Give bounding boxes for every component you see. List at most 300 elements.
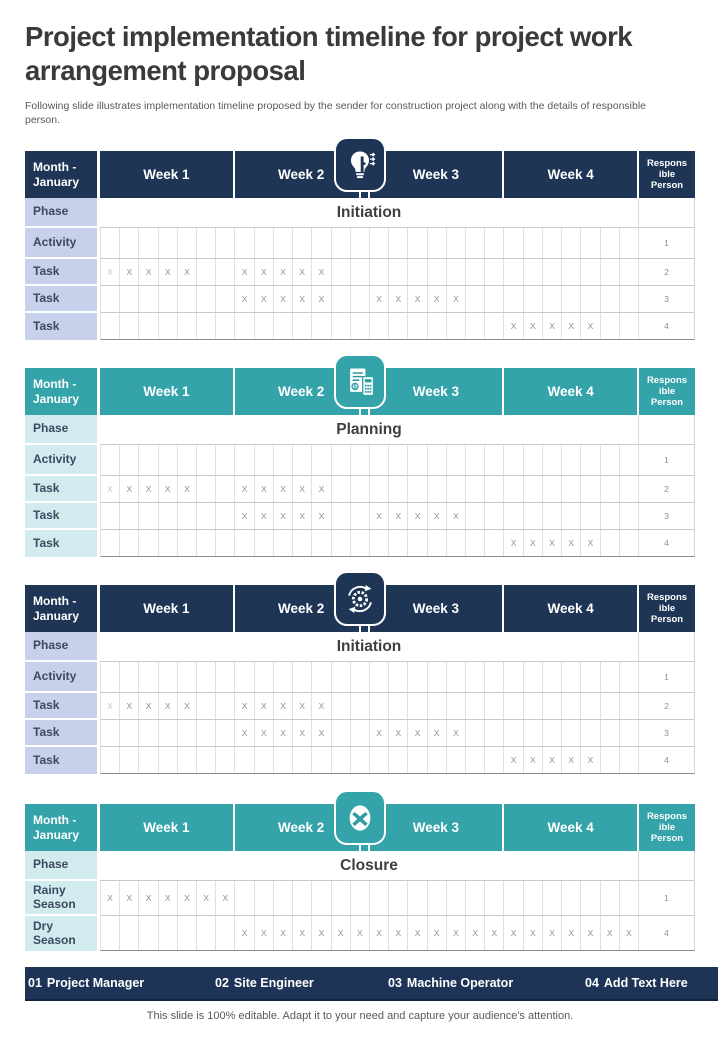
task-mark: X (159, 476, 178, 502)
day-cell (408, 693, 427, 719)
task-mark: X (235, 286, 254, 312)
day-cell (370, 881, 389, 915)
task-mark: X (581, 747, 600, 773)
week-header-3: Week 3 (370, 151, 505, 198)
task-mark: X (408, 720, 427, 746)
legend-label: Add Text Here (603, 976, 688, 991)
page-subtitle: Following slide illustrates implementation timeline proposed by the sender for construction project along with the details of responsible person. (25, 99, 646, 127)
task-mark: X (178, 693, 197, 719)
day-cell (428, 662, 447, 692)
responsible-header-cell: Responsible Person (646, 591, 688, 626)
day-cell (620, 530, 639, 556)
legend-number: 02 (215, 976, 229, 991)
task-mark: X (293, 720, 312, 746)
day-cell (466, 503, 485, 529)
task-mark: X (274, 286, 293, 312)
task-mark: X (255, 503, 274, 529)
day-cell (466, 259, 485, 285)
task-mark: X (408, 286, 427, 312)
day-cell (428, 228, 447, 258)
row-label: Rainy Season (25, 881, 100, 916)
task-mark: X (120, 259, 139, 285)
task-mark: X (428, 720, 447, 746)
day-cell (485, 286, 504, 312)
day-cell (351, 503, 370, 529)
task-mark: X (562, 916, 581, 950)
day-cell (120, 916, 139, 950)
timeline-row (25, 286, 695, 313)
day-cell (120, 313, 139, 339)
svg-text:$: $ (353, 384, 357, 391)
phase-value: Initiation (100, 198, 639, 228)
day-cell (159, 662, 178, 692)
day-cell (543, 881, 562, 915)
day-cell (485, 881, 504, 915)
day-cell (274, 662, 293, 692)
task-mark: X (101, 881, 120, 915)
day-cell (351, 476, 370, 502)
timeline-row (25, 693, 695, 720)
day-cell (581, 662, 600, 692)
phase-label: Phase (25, 632, 100, 662)
day-cell (504, 693, 523, 719)
day-cell (485, 445, 504, 475)
day-cell (351, 881, 370, 915)
day-cell (524, 445, 543, 475)
day-cell (216, 313, 235, 339)
day-cell (428, 693, 447, 719)
task-mark: X (312, 476, 331, 502)
day-cell (581, 259, 600, 285)
legend-label: Project Manager (46, 976, 145, 991)
day-cell (235, 747, 254, 773)
week-header-3: Week 3 (370, 368, 505, 415)
day-cell (332, 693, 351, 719)
task-mark: X (408, 916, 427, 950)
task-mark: X (524, 916, 543, 950)
day-cell (255, 662, 274, 692)
day-cell (235, 445, 254, 475)
day-cell (159, 286, 178, 312)
task-mark: X (120, 881, 139, 915)
timeline-row (25, 228, 695, 259)
day-cell (197, 662, 216, 692)
task-mark: X (235, 693, 254, 719)
day-cell (466, 286, 485, 312)
task-mark: X (255, 259, 274, 285)
task-mark: X (312, 286, 331, 312)
legend-label: Site Engineer (233, 976, 314, 991)
day-cell (159, 720, 178, 746)
responsible-cell: 1 (639, 662, 695, 693)
close-icon (334, 790, 386, 845)
day-cell (524, 259, 543, 285)
day-cell (178, 916, 197, 950)
responsible-cell: 4 (639, 916, 695, 951)
day-cell (159, 228, 178, 258)
day-cell (120, 445, 139, 475)
day-cell (581, 693, 600, 719)
day-cell (235, 530, 254, 556)
day-cell (120, 503, 139, 529)
week-header-2: Week 2 (235, 585, 370, 632)
day-cell (504, 259, 523, 285)
task-mark: X (293, 693, 312, 719)
task-mark: X (235, 259, 254, 285)
task-mark: X (293, 503, 312, 529)
task-mark-faint: X (101, 259, 120, 285)
day-cell (562, 503, 581, 529)
timeline-row (25, 720, 695, 747)
day-cell (524, 881, 543, 915)
day-cell (101, 313, 120, 339)
day-cell (216, 916, 235, 950)
day-cell (447, 259, 466, 285)
timeline-row (25, 445, 695, 476)
row-label: Task (25, 286, 100, 313)
day-cell (543, 476, 562, 502)
day-cell (504, 881, 523, 915)
task-mark: X (274, 720, 293, 746)
week-header-1: Week 1 (100, 804, 235, 851)
day-cell (485, 313, 504, 339)
day-cell (255, 313, 274, 339)
day-cell (274, 747, 293, 773)
day-cell (274, 228, 293, 258)
day-cell (197, 916, 216, 950)
task-mark: X (466, 916, 485, 950)
day-cell (562, 662, 581, 692)
day-cell (312, 445, 331, 475)
day-cell (370, 259, 389, 285)
day-cell (543, 693, 562, 719)
task-mark: X (293, 259, 312, 285)
day-cell (428, 747, 447, 773)
day-cell (466, 445, 485, 475)
legend-label: Machine Operator (406, 976, 514, 991)
day-cell (562, 445, 581, 475)
day-cell (620, 313, 639, 339)
week-grid (100, 445, 639, 476)
responsible-cell: 4 (639, 747, 695, 774)
day-cell (101, 662, 120, 692)
day-cell (332, 747, 351, 773)
day-cell (274, 313, 293, 339)
task-mark: X (178, 476, 197, 502)
day-cell (255, 747, 274, 773)
responsible-cell: 3 (639, 286, 695, 313)
day-cell (620, 445, 639, 475)
task-mark: X (370, 720, 389, 746)
responsible-cell: 1 (639, 445, 695, 476)
day-cell (466, 476, 485, 502)
week-grid (100, 693, 639, 720)
day-cell (312, 228, 331, 258)
day-cell (351, 286, 370, 312)
day-cell (485, 476, 504, 502)
day-cell (581, 476, 600, 502)
task-mark: X (543, 916, 562, 950)
day-cell (466, 228, 485, 258)
task-mark: X (274, 916, 293, 950)
responsible-header-cell: Responsible Person (646, 374, 688, 409)
day-cell (543, 503, 562, 529)
day-cell (504, 720, 523, 746)
badge-tail (359, 409, 361, 418)
day-cell (581, 881, 600, 915)
day-cell (332, 228, 351, 258)
day-cell (159, 313, 178, 339)
day-cell (543, 259, 562, 285)
day-cell (485, 747, 504, 773)
day-cell (620, 286, 639, 312)
day-cell (504, 476, 523, 502)
responsible-cell: 3 (639, 503, 695, 530)
task-mark: X (235, 916, 254, 950)
phase-label: Phase (25, 415, 100, 445)
month-header-cell: Month - January (25, 151, 100, 198)
day-cell (370, 662, 389, 692)
task-mark: X (562, 530, 581, 556)
task-mark: X (274, 476, 293, 502)
day-cell (524, 693, 543, 719)
day-cell (312, 313, 331, 339)
row-label: Task (25, 503, 100, 530)
task-mark: X (408, 503, 427, 529)
day-cell (139, 747, 158, 773)
week-grid (100, 881, 639, 916)
day-cell (466, 530, 485, 556)
badge-tail (359, 192, 361, 201)
day-cell (178, 720, 197, 746)
day-cell (293, 313, 312, 339)
day-cell (466, 881, 485, 915)
day-cell (524, 286, 543, 312)
day-cell (601, 445, 620, 475)
day-cell (216, 503, 235, 529)
phase-responsible-cell (639, 198, 695, 228)
day-cell (408, 530, 427, 556)
day-cell (562, 476, 581, 502)
task-mark: X (255, 693, 274, 719)
editable-note: This slide is 100% editable. Adapt it to your need and capture your audience's attention. (146, 1010, 574, 1023)
task-mark: X (139, 881, 158, 915)
task-mark: X (312, 259, 331, 285)
task-mark: X (543, 747, 562, 773)
day-cell (504, 286, 523, 312)
day-cell (178, 503, 197, 529)
responsible-cell: 3 (639, 720, 695, 747)
task-mark: X (255, 916, 274, 950)
task-mark: X (447, 286, 466, 312)
day-cell (408, 228, 427, 258)
timeline-row (25, 503, 695, 530)
week-grid (100, 720, 639, 747)
day-cell (178, 286, 197, 312)
legend-bar (25, 967, 718, 1001)
day-cell (408, 445, 427, 475)
day-cell (428, 530, 447, 556)
legend-item-site-engineer (215, 976, 388, 990)
task-mark: X (216, 881, 235, 915)
task-mark: X (312, 503, 331, 529)
day-cell (274, 881, 293, 915)
task-mark: X (389, 286, 408, 312)
day-cell (139, 530, 158, 556)
day-cell (178, 662, 197, 692)
day-cell (139, 662, 158, 692)
day-cell (428, 259, 447, 285)
day-cell (389, 693, 408, 719)
task-mark: X (620, 916, 639, 950)
day-cell (235, 228, 254, 258)
day-cell (120, 530, 139, 556)
day-cell (312, 662, 331, 692)
task-mark: X (447, 916, 466, 950)
day-cell (601, 476, 620, 502)
task-mark: X (504, 313, 523, 339)
day-cell (255, 881, 274, 915)
responsible-cell: 2 (639, 259, 695, 286)
task-mark: X (447, 503, 466, 529)
task-mark: X (370, 286, 389, 312)
month-header-cell: Month - January (25, 368, 100, 415)
timeline-tables (0, 151, 720, 951)
day-cell (601, 747, 620, 773)
day-cell (543, 720, 562, 746)
task-mark: X (428, 916, 447, 950)
day-cell (620, 662, 639, 692)
day-cell (389, 313, 408, 339)
day-cell (389, 259, 408, 285)
day-cell (216, 445, 235, 475)
day-cell (101, 916, 120, 950)
day-cell (389, 445, 408, 475)
day-cell (581, 228, 600, 258)
day-cell (293, 445, 312, 475)
legend-number: 01 (28, 976, 42, 991)
budget-calculator-icon (334, 354, 386, 409)
task-mark: X (504, 747, 523, 773)
day-cell (197, 259, 216, 285)
day-cell (466, 313, 485, 339)
day-cell (120, 720, 139, 746)
responsible-cell: 4 (639, 530, 695, 557)
day-cell (485, 693, 504, 719)
week-grid (100, 503, 639, 530)
responsible-cell: 4 (639, 313, 695, 340)
day-cell (601, 720, 620, 746)
day-cell (620, 259, 639, 285)
day-cell (120, 662, 139, 692)
row-label: Activity (25, 662, 100, 693)
day-cell (139, 286, 158, 312)
day-cell (485, 503, 504, 529)
task-mark: X (370, 503, 389, 529)
week-grid (100, 916, 639, 951)
day-cell (447, 747, 466, 773)
day-cell (159, 916, 178, 950)
day-cell (370, 693, 389, 719)
day-cell (216, 720, 235, 746)
task-mark: X (255, 476, 274, 502)
day-cell (332, 476, 351, 502)
week-grid (100, 662, 639, 693)
day-cell (197, 228, 216, 258)
task-mark: X (332, 916, 351, 950)
task-mark: X (139, 693, 158, 719)
day-cell (447, 445, 466, 475)
day-cell (274, 445, 293, 475)
day-cell (562, 228, 581, 258)
phase-label: Phase (25, 198, 100, 228)
task-mark: X (293, 916, 312, 950)
day-cell (466, 693, 485, 719)
week-header-1: Week 1 (100, 585, 235, 632)
day-cell (466, 662, 485, 692)
page-title: Project implementation timeline for project work arrangement proposal (25, 21, 633, 87)
phase-responsible-cell (639, 415, 695, 445)
day-cell (389, 881, 408, 915)
day-cell (139, 228, 158, 258)
day-cell (216, 530, 235, 556)
day-cell (351, 259, 370, 285)
timeline-row (25, 313, 695, 340)
day-cell (139, 720, 158, 746)
day-cell (389, 747, 408, 773)
day-cell (389, 530, 408, 556)
phase-label: Phase (25, 851, 100, 881)
timeline-table-2-planning (25, 368, 695, 557)
day-cell (485, 662, 504, 692)
day-cell (370, 747, 389, 773)
week-grid (100, 228, 639, 259)
month-header-cell: Month - January (25, 585, 100, 632)
day-cell (120, 286, 139, 312)
day-cell (197, 313, 216, 339)
day-cell (197, 445, 216, 475)
day-cell (197, 720, 216, 746)
week-header-2: Week 2 (235, 151, 370, 198)
day-cell (370, 228, 389, 258)
day-cell (178, 445, 197, 475)
responsible-cell: 2 (639, 693, 695, 720)
legend-number: 04 (585, 976, 599, 991)
day-cell (447, 693, 466, 719)
task-mark: X (139, 259, 158, 285)
day-cell (101, 228, 120, 258)
day-cell (351, 530, 370, 556)
day-cell (178, 530, 197, 556)
day-cell (408, 747, 427, 773)
week-header-3: Week 3 (370, 804, 505, 851)
week-header-4: Week 4 (504, 151, 639, 198)
day-cell (543, 445, 562, 475)
task-mark: X (389, 503, 408, 529)
day-cell (562, 881, 581, 915)
day-cell (332, 530, 351, 556)
day-cell (351, 720, 370, 746)
day-cell (370, 476, 389, 502)
badge-tail (359, 845, 361, 854)
task-mark: X (255, 720, 274, 746)
week-grid (100, 476, 639, 503)
day-cell (620, 747, 639, 773)
day-cell (601, 259, 620, 285)
row-label: Task (25, 720, 100, 747)
task-mark: X (235, 476, 254, 502)
week-grid (100, 530, 639, 557)
